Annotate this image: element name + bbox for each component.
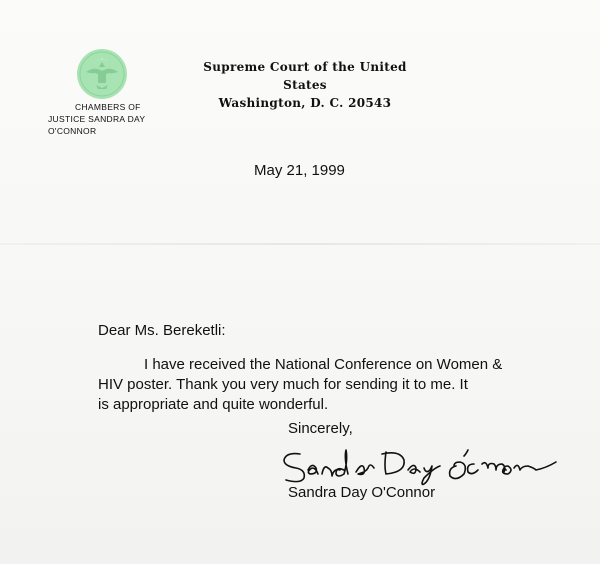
chambers-line-1: CHAMBERS OF (75, 102, 141, 112)
body-line-3: is appropriate and quite wonderful. (98, 396, 329, 413)
great-seal-icon (76, 48, 128, 100)
court-location: Washington, D. C. 20543 (218, 96, 392, 110)
closing: Sincerely, (288, 420, 353, 437)
paper-fold-line (0, 243, 600, 245)
chambers-line-2: JUSTICE SANDRA DAY O'CONNOR (48, 114, 146, 136)
body-line-1: I have received the National Conference on Women & (144, 356, 503, 373)
handwritten-signature (278, 440, 578, 490)
paper-watermark (100, 170, 115, 216)
letter-date: May 21, 1999 (254, 162, 345, 179)
salutation: Dear Ms. Bereketli: (98, 322, 226, 339)
chambers-heading (48, 101, 188, 137)
body-line-2: HIV poster. Thank you very much for sending it to me. It (98, 376, 468, 393)
court-letterhead (190, 58, 420, 112)
signer-name: Sandra Day O'Connor (288, 484, 436, 501)
letter-body (98, 355, 538, 415)
court-name: Supreme Court of the United States (203, 60, 407, 92)
